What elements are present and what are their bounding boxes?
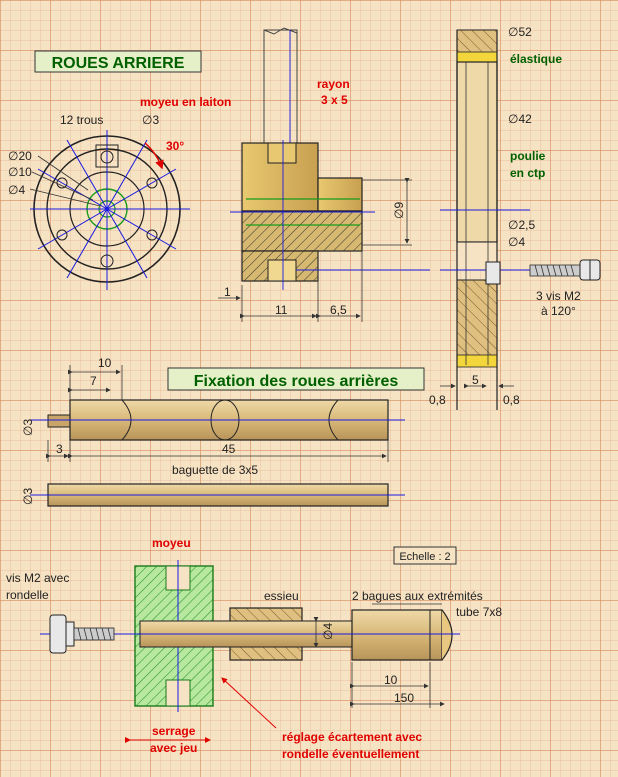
svg-text:∅10: ∅10 <box>8 165 32 179</box>
title-rear-wheels <box>35 51 201 72</box>
svg-text:0,8: 0,8 <box>429 393 446 407</box>
svg-text:tube 7x8: tube 7x8 <box>456 605 503 619</box>
svg-text:vis M2 avec: vis M2 avec <box>6 571 70 585</box>
svg-text:12 trous: 12 trous <box>60 113 104 127</box>
svg-text:11: 11 <box>275 303 288 317</box>
svg-text:rondelle éventuellement: rondelle éventuellement <box>282 747 420 761</box>
svg-text:Echelle : 2: Echelle : 2 <box>399 551 451 563</box>
svg-text:rayon: rayon <box>317 77 350 91</box>
wheel-front-view <box>8 113 190 290</box>
svg-text:1: 1 <box>224 285 231 299</box>
svg-text:∅4: ∅4 <box>321 622 335 640</box>
svg-text:avec jeu: avec jeu <box>150 741 198 755</box>
svg-text:∅42: ∅42 <box>508 112 532 126</box>
svg-text:3 vis M2: 3 vis M2 <box>536 289 581 303</box>
svg-text:en ctp: en ctp <box>510 166 546 180</box>
svg-text:45: 45 <box>222 442 236 456</box>
svg-text:réglage écartement avec: réglage écartement avec <box>282 730 423 744</box>
svg-text:7: 7 <box>90 374 97 388</box>
title-fixation <box>168 368 424 390</box>
svg-text:à 120°: à 120° <box>541 304 576 318</box>
svg-text:6,5: 6,5 <box>330 303 347 317</box>
svg-text:10: 10 <box>98 356 112 370</box>
svg-text:∅9: ∅9 <box>392 201 406 219</box>
svg-text:∅52: ∅52 <box>508 25 532 39</box>
wheel-side-section <box>429 25 600 410</box>
svg-text:3: 3 <box>56 442 63 456</box>
svg-text:∅3: ∅3 <box>142 113 160 127</box>
svg-text:0,8: 0,8 <box>503 393 520 407</box>
svg-text:Fixation des roues arrières: Fixation des roues arrières <box>193 373 399 390</box>
svg-text:∅3: ∅3 <box>21 418 35 436</box>
svg-text:150: 150 <box>394 691 415 705</box>
svg-text:∅2,5: ∅2,5 <box>508 218 536 232</box>
svg-text:3 x 5: 3 x 5 <box>321 93 348 107</box>
svg-text:moyeu en laiton: moyeu en laiton <box>140 95 232 109</box>
svg-text:2 bagues aux extrémités: 2 bagues aux extrémités <box>352 589 483 603</box>
svg-text:rondelle: rondelle <box>6 588 49 602</box>
svg-text:baguette de 3x5: baguette de 3x5 <box>172 463 259 477</box>
stick-bottom <box>21 484 405 506</box>
svg-text:10: 10 <box>384 673 398 687</box>
svg-text:∅4: ∅4 <box>8 183 26 197</box>
svg-text:moyeu: moyeu <box>152 536 191 550</box>
svg-text:∅3: ∅3 <box>21 487 35 505</box>
svg-text:élastique: élastique <box>510 52 563 66</box>
svg-text:∅4: ∅4 <box>508 235 526 249</box>
svg-text:essieu: essieu <box>264 589 299 603</box>
svg-text:30°: 30° <box>166 139 185 153</box>
assembly-view <box>6 536 502 761</box>
svg-text:∅20: ∅20 <box>8 149 32 163</box>
svg-text:ROUES ARRIERE: ROUES ARRIERE <box>51 55 185 72</box>
svg-text:serrage: serrage <box>152 724 196 738</box>
svg-text:poulie: poulie <box>510 149 546 163</box>
svg-text:5: 5 <box>472 373 479 387</box>
